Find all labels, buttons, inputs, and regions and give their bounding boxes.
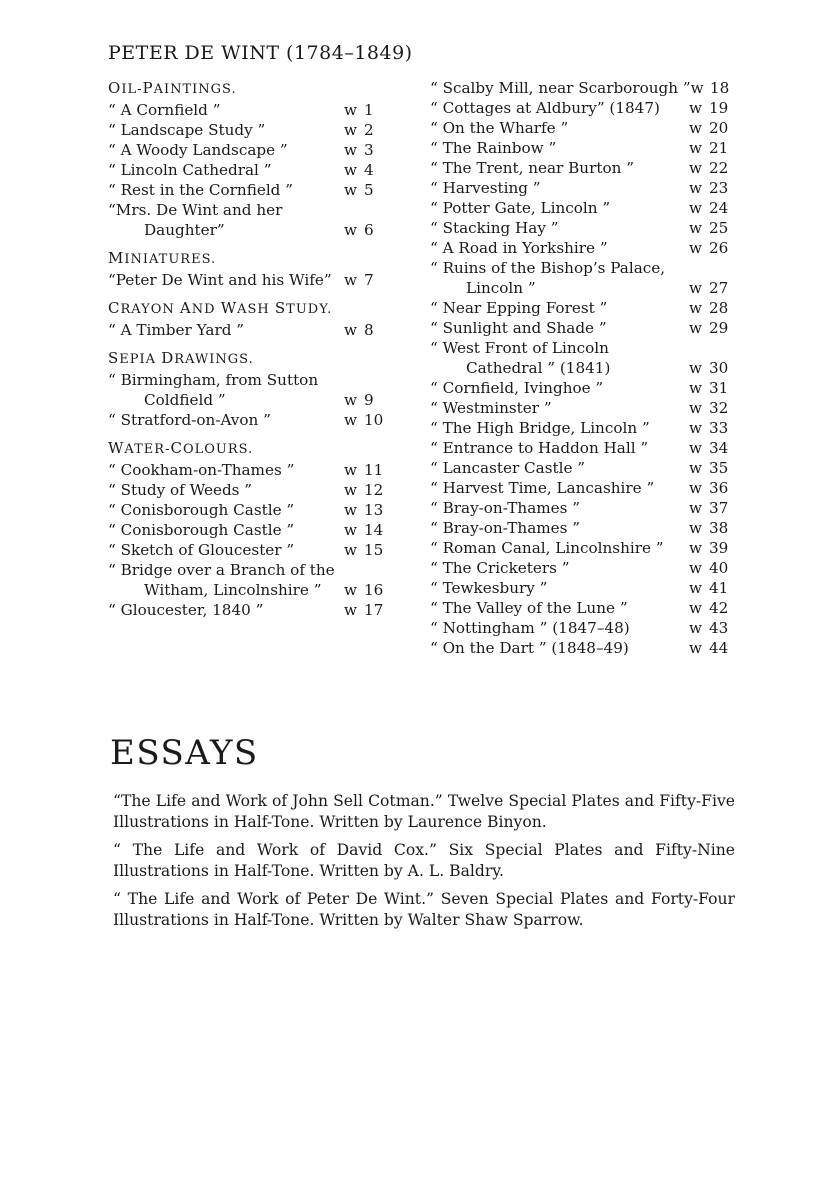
catalogue-section (108, 248, 388, 290)
plate-entry (108, 200, 388, 240)
plate-title (108, 100, 344, 120)
plate-title-line: “ Roman Canal, Lincolnshire ” (430, 539, 664, 557)
plate-title-line: “ The Cricketers ” (430, 559, 570, 577)
plate-title-line: “ Bray-on-Thames ” (430, 499, 581, 517)
plate-number: 30 (709, 359, 729, 377)
plate-title (430, 638, 689, 658)
plate-number: 9 (364, 391, 374, 409)
plate-number: 32 (709, 399, 729, 417)
plate-title (430, 518, 689, 538)
plate-number: 8 (364, 321, 374, 339)
plate-number: 40 (709, 559, 729, 577)
plate-number: 11 (364, 461, 384, 479)
plate-prefix: w (689, 359, 702, 377)
plate-entry (430, 158, 735, 178)
section-heading: CRAYON AND WASH STUDY. (108, 299, 333, 317)
plate-prefix: w (689, 499, 702, 517)
plate-prefix: w (344, 391, 357, 409)
plate-title (430, 478, 689, 498)
plate-entry (430, 598, 735, 618)
plate-title-line: “ Cookham-on-Thames ” (108, 461, 295, 479)
plate-prefix: w (344, 161, 357, 179)
plate-title (430, 558, 689, 578)
plate-title-line: “ Rest in the Cornfield ” (108, 181, 294, 199)
plate-number: 1 (364, 101, 374, 119)
plate-number: 20 (709, 119, 729, 137)
page-title: PETER DE WINT (1784–1849) (108, 42, 413, 64)
plate-title-line: “ Gloucester, 1840 ” (108, 601, 264, 619)
plate-title-line: “ Harvest Time, Lancashire ” (430, 479, 655, 497)
right-column (430, 78, 735, 658)
plate-title-line: “ Tewkesbury ” (430, 579, 548, 597)
plate-title (430, 458, 689, 478)
plate-title-line: “ Near Epping Forest ” (430, 299, 608, 317)
plate-prefix: w (689, 319, 702, 337)
plate-title-line: “ Potter Gate, Lincoln ” (430, 199, 611, 217)
plate-title (108, 500, 344, 520)
plate-prefix: w (344, 601, 357, 619)
plate-title (430, 578, 689, 598)
plate-title (108, 370, 344, 410)
plate-prefix: w (344, 461, 357, 479)
plate-title (430, 98, 689, 118)
plate-title-line: “ Lancaster Castle ” (430, 459, 586, 477)
plate-entry (430, 138, 735, 158)
plate-title-line: “ Birmingham, from Sutton (108, 371, 319, 389)
plate-title (430, 438, 689, 458)
plate-title-line: “Mrs. De Wint and her (108, 201, 283, 219)
plate-prefix: w (689, 419, 702, 437)
plate-number: 10 (364, 411, 384, 429)
plate-title-line: “ Harvesting ” (430, 179, 541, 197)
section-heading: MINIATURES. (108, 249, 217, 267)
plate-title-line: “ The Rainbow ” (430, 139, 557, 157)
essay-paragraph: “ The Life and Work of David Cox.” Six Special Plates and Fifty-Nine Illustrations in Half-Tone. Written by A. L. Baldry. (113, 841, 735, 880)
plate-title (430, 258, 689, 298)
plate-title (108, 480, 344, 500)
plate-entry (108, 410, 388, 430)
plate-title-line: Lincoln ” (466, 279, 536, 297)
plate-title (430, 618, 689, 638)
plate-title-line: “ West Front of Lincoln (430, 339, 609, 357)
plate-number: 17 (364, 601, 384, 619)
plate-number: 3 (364, 141, 374, 159)
plate-title-line: “ The Valley of the Lune ” (430, 599, 628, 617)
plate-prefix: w (689, 99, 702, 117)
plate-number: 19 (709, 99, 729, 117)
plate-entry (430, 538, 735, 558)
plate-title (430, 338, 689, 378)
plate-prefix: w (344, 271, 357, 289)
plate-number: 22 (709, 159, 729, 177)
plate-number: 23 (709, 179, 729, 197)
plate-number: 33 (709, 419, 729, 437)
plate-number: 38 (709, 519, 729, 537)
plate-prefix: w (689, 619, 702, 637)
plate-title (108, 520, 344, 540)
plate-entry (430, 578, 735, 598)
plate-entry (108, 500, 388, 520)
left-column (108, 78, 388, 628)
plate-entry (108, 180, 388, 200)
plate-prefix: w (689, 399, 702, 417)
plate-entry (430, 318, 735, 338)
plate-entry (430, 418, 735, 438)
plate-title-line: Daughter” (144, 221, 225, 239)
plate-prefix: w (344, 101, 357, 119)
plate-number: 25 (709, 219, 729, 237)
plate-title (108, 460, 344, 480)
plate-prefix: w (344, 141, 357, 159)
plate-title (430, 398, 689, 418)
plate-entry (430, 198, 735, 218)
plate-number: 26 (709, 239, 729, 257)
plate-number: 21 (709, 139, 729, 157)
plate-title (108, 160, 344, 180)
plate-title (108, 560, 344, 600)
plate-entry (108, 370, 388, 410)
plate-title (430, 418, 689, 438)
plate-entry (430, 458, 735, 478)
plate-title (430, 118, 689, 138)
plate-entry (430, 78, 735, 98)
plate-prefix: w (344, 181, 357, 199)
plate-number: 4 (364, 161, 374, 179)
plate-title-line: Coldfield ” (144, 391, 226, 409)
plate-entry (108, 320, 388, 340)
catalogue-section (108, 298, 388, 340)
plate-title-line: “ On the Wharfe ” (430, 119, 569, 137)
catalogue-section (108, 438, 388, 620)
plate-prefix: w (344, 481, 357, 499)
plate-prefix: w (689, 199, 702, 217)
plate-title-line: “Peter De Wint and his Wife” (108, 271, 332, 289)
plate-entry (430, 298, 735, 318)
plate-entry (430, 118, 735, 138)
plate-title (108, 410, 344, 430)
plate-title-line: “ Conisborough Castle ” (108, 501, 295, 519)
plate-number: 16 (364, 581, 384, 599)
plate-prefix: w (689, 519, 702, 537)
plate-entry (430, 498, 735, 518)
plate-entry (430, 398, 735, 418)
plate-entry (108, 160, 388, 180)
plate-entry (430, 258, 735, 298)
plate-number: 34 (709, 439, 729, 457)
plate-number: 42 (709, 599, 729, 617)
plate-prefix: w (689, 639, 702, 657)
plate-title-line: “ Cornfield, Ivinghoe ” (430, 379, 604, 397)
plate-entry (430, 338, 735, 378)
section-heading: WATER-COLOURS. (108, 439, 254, 457)
plate-title-line: Cathedral ” (1841) (466, 359, 611, 377)
plate-number: 7 (364, 271, 374, 289)
plate-title-line: “ Ruins of the Bishop’s Palace, (430, 259, 666, 277)
plate-title (430, 318, 689, 338)
section-heading: OIL-PAINTINGS. (108, 79, 237, 97)
plate-prefix: w (344, 581, 357, 599)
plate-prefix: w (689, 439, 702, 457)
plate-prefix: w (344, 221, 357, 239)
plate-number: 31 (709, 379, 729, 397)
plate-title (108, 120, 344, 140)
plate-prefix: w (690, 79, 704, 97)
plate-prefix: w (344, 321, 357, 339)
plate-entry (430, 478, 735, 498)
plate-title-line: “ Sketch of Gloucester ” (108, 541, 295, 559)
plate-entry (430, 218, 735, 238)
essay-paragraph: “ The Life and Work of Peter De Wint.” Seven Special Plates and Forty-Four Illustrations in Half-Tone. Written by Walter Shaw Sparrow. (113, 890, 735, 929)
plate-number: 43 (709, 619, 729, 637)
plate-prefix: w (344, 541, 357, 559)
plate-title-line: “ The High Bridge, Lincoln ” (430, 419, 650, 437)
plate-prefix: w (689, 579, 702, 597)
plate-entry (108, 600, 388, 620)
plate-title (430, 218, 689, 238)
plate-entry (430, 638, 735, 658)
plate-number: 44 (709, 639, 729, 657)
plate-title-line: “ Westminster ” (430, 399, 552, 417)
plate-prefix: w (344, 121, 357, 139)
plate-prefix: w (689, 119, 702, 137)
plate-prefix: w (689, 479, 702, 497)
plate-title (108, 270, 344, 290)
plate-prefix: w (689, 559, 702, 577)
plate-entry (430, 558, 735, 578)
plate-number: 41 (709, 579, 729, 597)
plate-entry (108, 270, 388, 290)
plate-number: 12 (364, 481, 384, 499)
plate-entry (430, 618, 735, 638)
plate-number: 15 (364, 541, 384, 559)
plate-title-line: “ Stacking Hay ” (430, 219, 559, 237)
plate-number: 27 (709, 279, 729, 297)
plate-title (430, 158, 689, 178)
plate-prefix: w (689, 239, 702, 257)
plate-title (108, 140, 344, 160)
plate-prefix: w (689, 279, 702, 297)
plate-title-line: “ Entrance to Haddon Hall ” (430, 439, 649, 457)
plate-title-line: “ Sunlight and Shade ” (430, 319, 607, 337)
plate-title-line: “ A Woody Landscape ” (108, 141, 288, 159)
plate-entry (430, 518, 735, 538)
plate-prefix: w (689, 139, 702, 157)
section-heading: SEPIA DRAWINGS. (108, 349, 254, 367)
plate-number: 5 (364, 181, 374, 199)
plate-title (430, 498, 689, 518)
essays-heading: ESSAYS (110, 733, 259, 773)
plate-prefix: w (344, 501, 357, 519)
plate-number: 14 (364, 521, 384, 539)
plate-title-line: “ Study of Weeds ” (108, 481, 253, 499)
plate-title-line: “ Bray-on-Thames ” (430, 519, 581, 537)
plate-title (108, 320, 344, 340)
plate-title-line: “ Nottingham ” (1847–48) (430, 619, 630, 637)
plate-prefix: w (689, 179, 702, 197)
plate-title-line: “ Bridge over a Branch of the (108, 561, 335, 579)
plate-title (108, 600, 344, 620)
plate-prefix: w (689, 219, 702, 237)
plate-entry (108, 140, 388, 160)
plate-title-line: “ Cottages at Aldbury” (1847) (430, 99, 660, 117)
plate-number: 28 (709, 299, 729, 317)
plate-title (430, 378, 689, 398)
plate-number: 6 (364, 221, 374, 239)
plate-title (108, 180, 344, 200)
plate-number: 29 (709, 319, 729, 337)
plate-title-line: “ A Cornfield ” (108, 101, 221, 119)
plate-title (430, 78, 691, 98)
plate-title-line: “ Lincoln Cathedral ” (108, 161, 272, 179)
plate-title (108, 540, 344, 560)
plate-entry (430, 378, 735, 398)
plate-title (430, 238, 689, 258)
plate-number: 13 (364, 501, 384, 519)
plate-number: 37 (709, 499, 729, 517)
plate-prefix: w (689, 299, 702, 317)
plate-title-line: “ Landscape Study ” (108, 121, 266, 139)
plate-title (108, 200, 344, 240)
plate-title (430, 138, 689, 158)
plate-title-line: “ Scalby Mill, near Scarborough ” (430, 79, 691, 97)
essay-paragraph: “The Life and Work of John Sell Cotman.” Twelve Special Plates and Fifty-Five Illustrations in Half-Tone. Written by Laurence Binyon. (113, 792, 735, 831)
plate-number: 24 (709, 199, 729, 217)
essays-section (113, 791, 735, 938)
plate-number: 36 (709, 479, 729, 497)
plate-number: 2 (364, 121, 374, 139)
plate-number: 35 (709, 459, 729, 477)
plate-prefix: w (689, 599, 702, 617)
plate-title-line: Witham, Lincolnshire ” (144, 581, 322, 599)
plate-title (430, 538, 689, 558)
catalogue-section (108, 78, 388, 240)
plate-entry (108, 120, 388, 140)
plate-title-line: “ The Trent, near Burton ” (430, 159, 634, 177)
plate-title (430, 198, 689, 218)
plate-title (430, 598, 689, 618)
plate-entry (108, 520, 388, 540)
plate-entry (108, 100, 388, 120)
plate-entry (430, 238, 735, 258)
plate-entry (430, 178, 735, 198)
plate-prefix: w (344, 411, 357, 429)
catalogue-section (108, 348, 388, 430)
plate-entry (108, 460, 388, 480)
plate-number: 18 (709, 79, 730, 97)
plate-prefix: w (689, 539, 702, 557)
plate-title-line: “ A Timber Yard ” (108, 321, 245, 339)
plate-prefix: w (344, 521, 357, 539)
plate-title-line: “ On the Dart ” (1848–49) (430, 639, 629, 657)
plate-title (430, 298, 689, 318)
plate-title-line: “ Conisborough Castle ” (108, 521, 295, 539)
plate-entry (430, 438, 735, 458)
plate-entry (108, 540, 388, 560)
plate-prefix: w (689, 459, 702, 477)
plate-title (430, 178, 689, 198)
plate-prefix: w (689, 379, 702, 397)
plate-entry (430, 98, 735, 118)
plate-title-line: “ A Road in Yorkshire ” (430, 239, 608, 257)
plate-entry (108, 480, 388, 500)
plate-number: 39 (709, 539, 729, 557)
plate-entry (108, 560, 388, 600)
plate-title-line: “ Stratford-on-Avon ” (108, 411, 271, 429)
plate-prefix: w (689, 159, 702, 177)
